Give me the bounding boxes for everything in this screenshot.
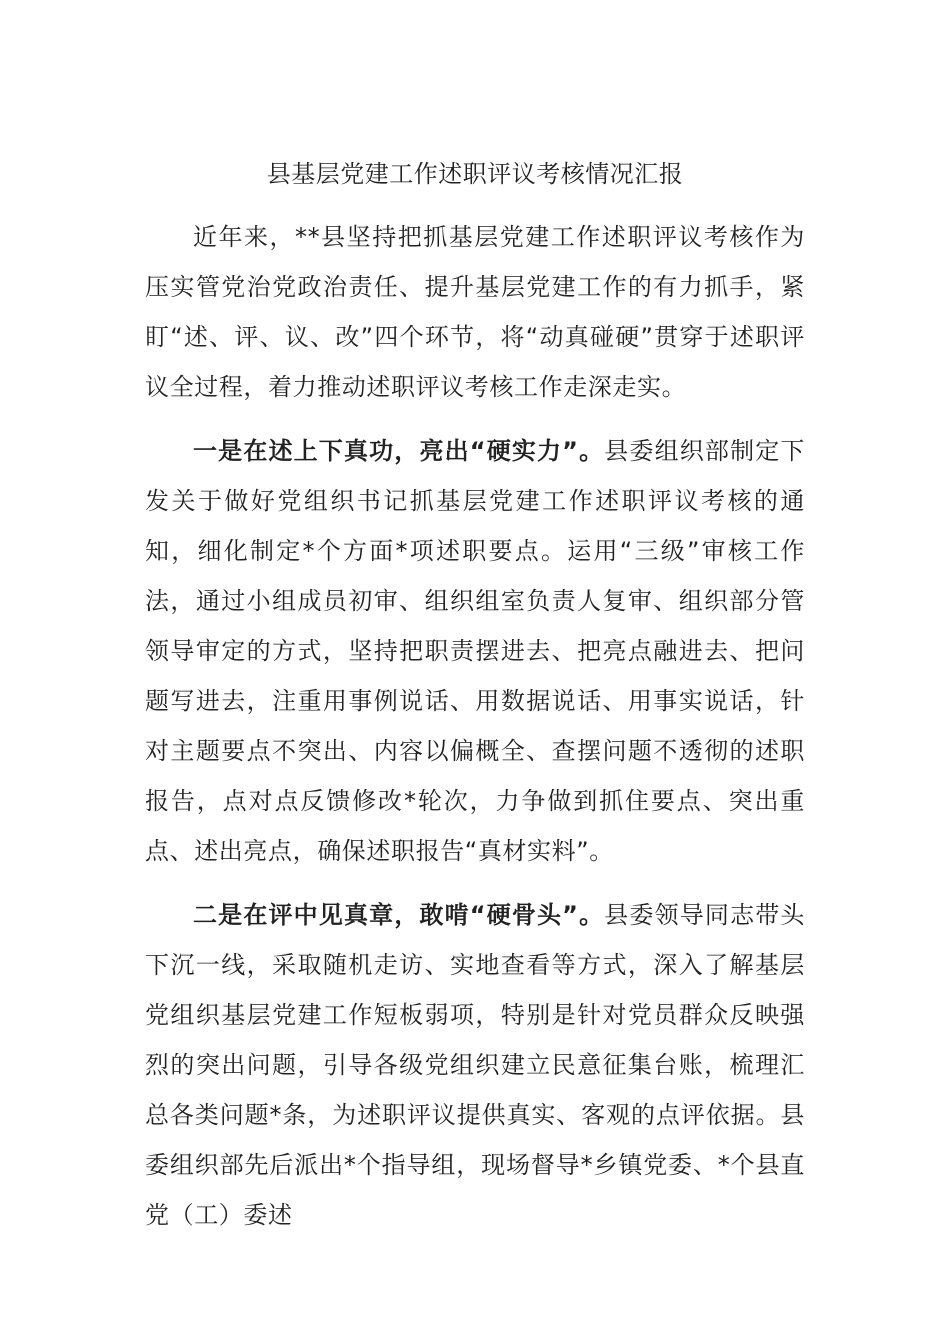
section-two-paragraph xyxy=(145,890,805,1240)
document-body xyxy=(145,212,805,1254)
intro-paragraph: 近年来，**县坚持把抓基层党建工作述职评议考核作为压实管党治党政治责任、提升基层党建工作的有力抓手，紧盯“述、评、议、改”四个环节，将“动真碰硬”贯穿于述职评议全过程，着力推动述职评议考核工作走深走实。 xyxy=(145,223,805,401)
section-two-text: 县委领导同志带头下沉一线，采取随机走访、实地查看等方式，深入了解基层党组织基层党建工作短板弱项，特别是针对党员群众反映强烈的突出问题，引导各级党组织建立民意征集台账，梳理汇总各类问题*条，为述职评议提供真实、客观的点评依据。县委组织部先后派出*个指导组，现场督导*乡镇党委、*个县直党（工）委述 xyxy=(145,901,805,1229)
section-one-heading: 一是在述上下真功，亮出“硬实力”。 xyxy=(193,437,605,465)
document-title: 县基层党建工作述职评议考核情况汇报 xyxy=(266,160,684,188)
section-one-paragraph xyxy=(145,426,805,876)
section-two-heading: 二是在评中见真章，敢啃“硬骨头”。 xyxy=(193,901,605,929)
section-one-text: 县委组织部制定下发关于做好党组织书记抓基层党建工作述职评议考核的通知，细化制定*个方面*项述职要点。运用“三级”审核工作法，通过小组成员初审、组织组室负责人复审、组织部分管领导审定的方式，坚持把职责摆进去、把亮点融进去、把问题写进去，注重用事例说话、用数据说话、用事实说话，针对主题要点不突出、内容以偏概全、查摆问题不透彻的述职报告，点对点反馈修改*轮次，力争做到抓住要点、突出重点、述出亮点，确保述职报告“真材实料”。 xyxy=(145,437,805,865)
